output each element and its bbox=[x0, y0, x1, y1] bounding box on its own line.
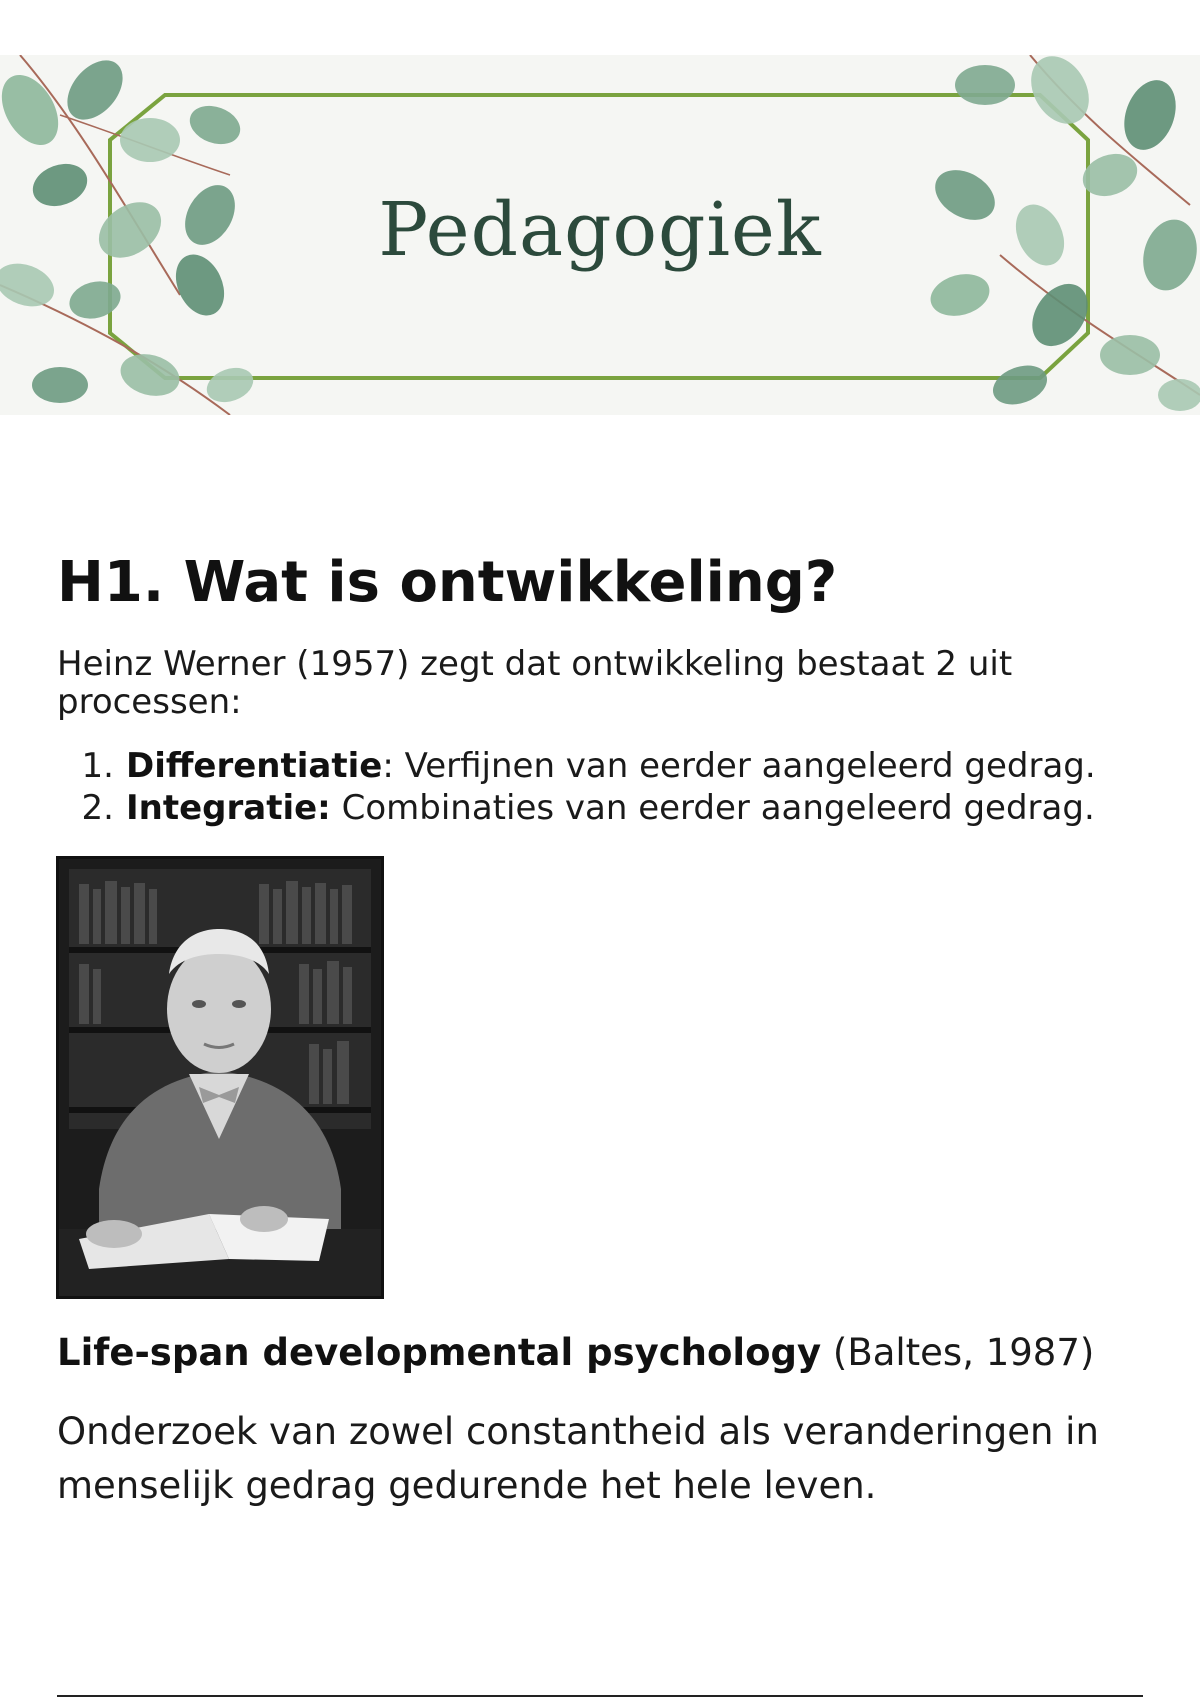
list-item bbox=[57, 745, 1096, 787]
lifespan-title bbox=[57, 1331, 1094, 1375]
divider bbox=[57, 1695, 1143, 1697]
lifespan-citation: (Baltes, 1987) bbox=[821, 1331, 1095, 1374]
list-item-separator: : bbox=[382, 746, 394, 786]
portrait-illustration bbox=[59, 859, 381, 1296]
lifespan-definition: Onderzoek van zowel constantheid als veranderingen in menselijk gedrag gedurende het hele leven. bbox=[57, 1410, 1099, 1507]
list-item-term: Integratie: bbox=[126, 788, 331, 828]
list-item bbox=[57, 787, 1096, 829]
list-item-number: 2. bbox=[81, 788, 114, 828]
title-banner bbox=[0, 55, 1200, 415]
portrait-photo bbox=[56, 856, 384, 1299]
chapter-heading: H1. Wat is ontwikkeling? bbox=[57, 550, 838, 615]
lifespan-term: Life-span developmental psychology bbox=[57, 1331, 822, 1374]
list-item-description: Combinaties van eerder aangeleerd gedrag. bbox=[330, 788, 1095, 828]
list-item-term: Differentiatie bbox=[126, 746, 383, 786]
intro-paragraph: Heinz Werner (1957) zegt dat ontwikkeling bestaat 2 uit processen: bbox=[57, 644, 1013, 722]
process-list bbox=[57, 745, 1096, 829]
list-item-description: Verfijnen van eerder aangeleerd gedrag. bbox=[393, 746, 1096, 786]
banner-title: Pedagogiek bbox=[378, 187, 822, 273]
list-item-number: 1. bbox=[81, 746, 114, 786]
